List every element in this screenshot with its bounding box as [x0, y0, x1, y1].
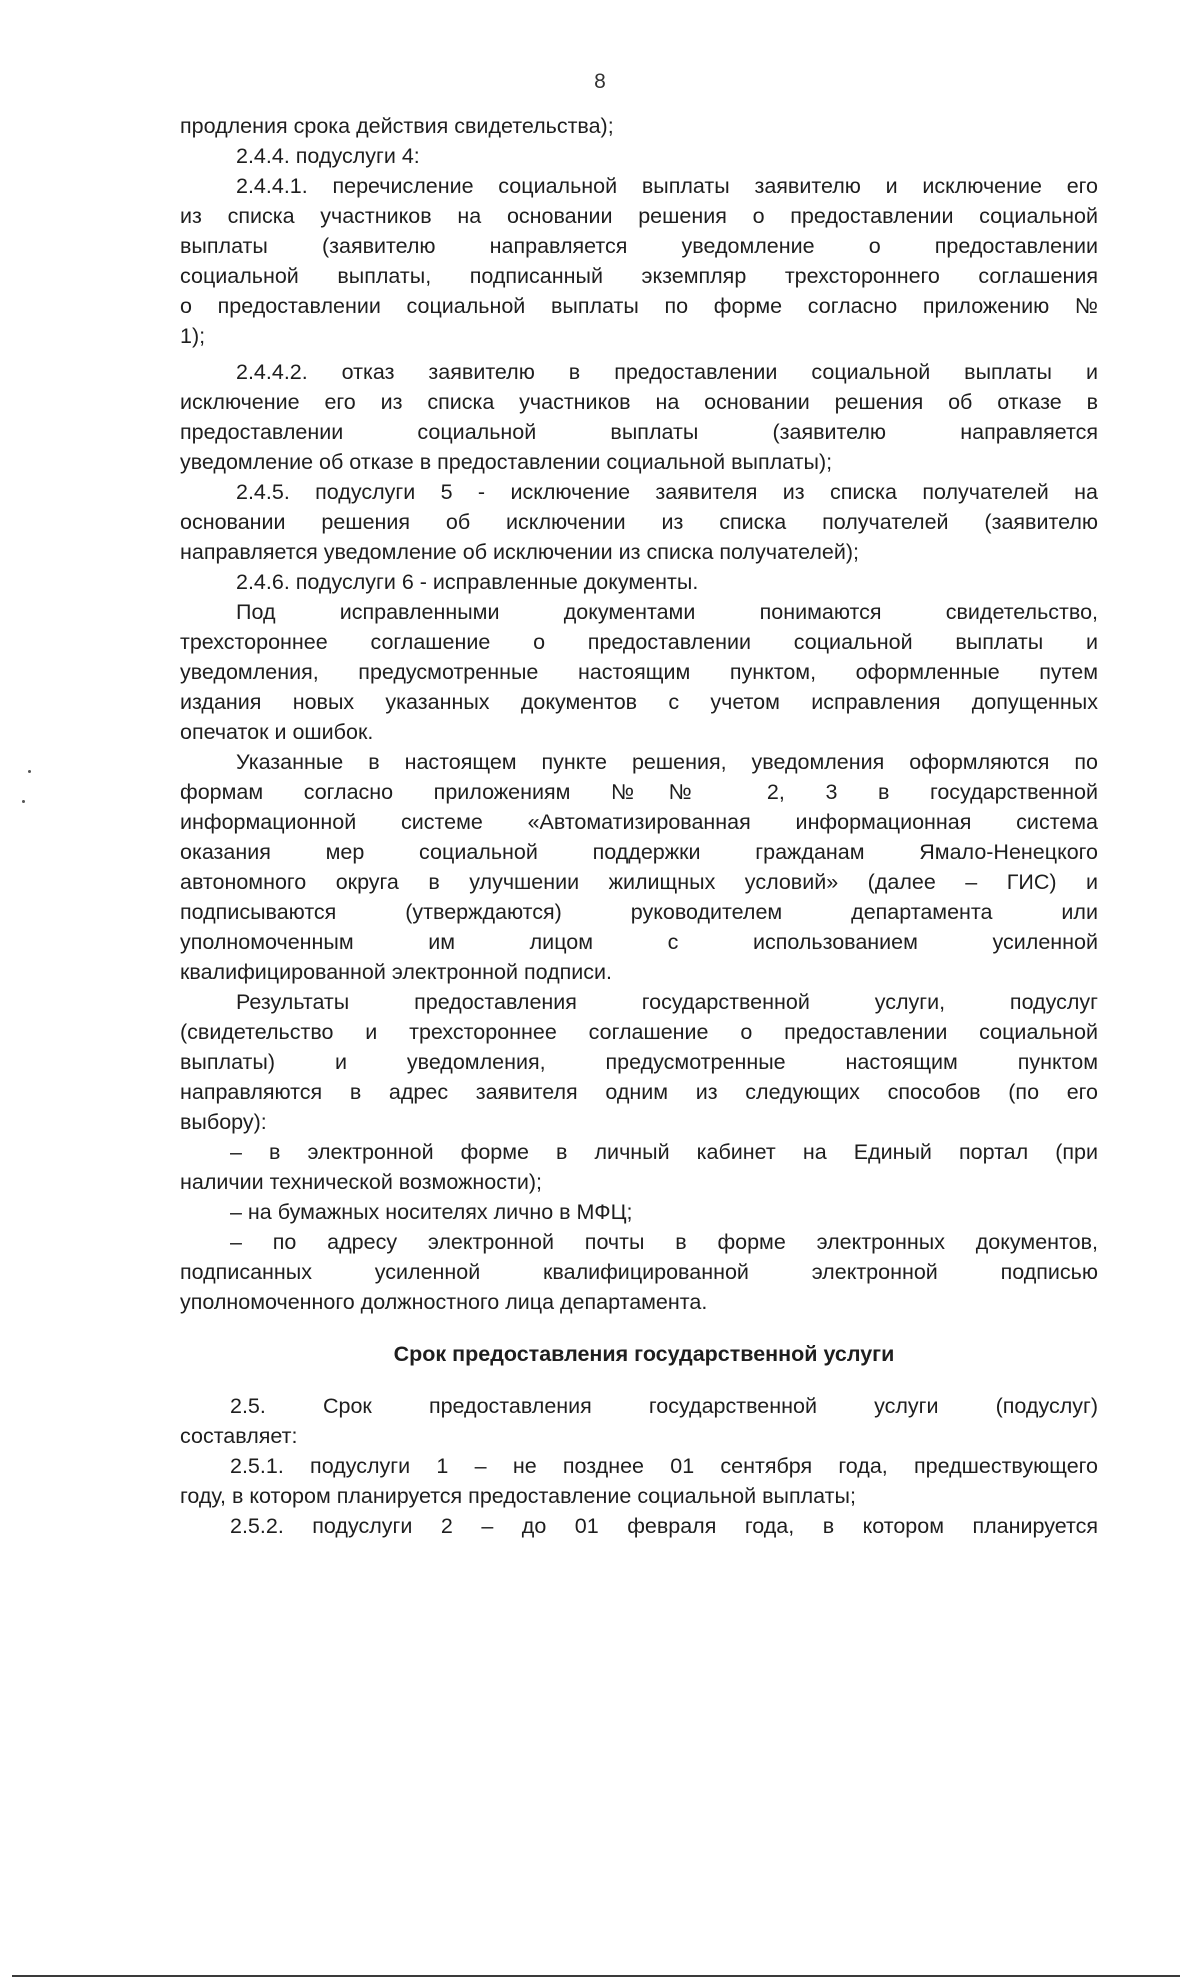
paragraph-block-main: [180, 111, 1098, 1317]
text-line: автономного округа в улучшении жилищных условий» (далее – ГИС) и: [180, 870, 1098, 894]
text-line: наличии технической возможности);: [180, 1170, 543, 1194]
text-line: социальной выплаты, подписанный экземпляр трехстороннего соглашения: [180, 264, 1098, 288]
text-line: Результаты предоставления государственной услуги, подуслуг: [236, 990, 1098, 1014]
text-line: выплаты (заявителю направляется уведомление о предоставлении: [180, 234, 1098, 258]
text-line: году, в котором планируется предоставление социальной выплаты;: [180, 1484, 856, 1508]
text-line: продления срока действия свидетельства);: [180, 114, 614, 138]
text-line: предоставлении социальной выплаты (заявителю направляется: [180, 420, 1098, 444]
text-line: 2.4.6. подуслуги 6 - исправленные документы.: [236, 570, 699, 594]
text-line: формам согласно приложениям №№ 2, 3 в государственной: [180, 780, 1098, 804]
text-line: 2.5. Срок предоставления государственной услуги (подуслуг): [230, 1394, 1098, 1418]
text-line: 2.5.2. подуслуги 2 – до 01 февраля года, в котором планируется: [230, 1514, 1098, 1538]
text-line: выплаты) и уведомления, предусмотренные настоящим пунктом: [180, 1050, 1098, 1074]
text-line: уведомления, предусмотренные настоящим пунктом, оформленные путем: [180, 660, 1098, 684]
text-line: 1);: [180, 324, 206, 348]
text-line: о предоставлении социальной выплаты по форме согласно приложению №: [180, 294, 1098, 318]
text-line: направляются в адрес заявителя одним из следующих способов (по его: [180, 1080, 1098, 1104]
section-heading: Срок предоставления государственной услуги: [393, 1342, 895, 1366]
text-line: 2.4.4. подуслуги 4:: [236, 144, 420, 168]
text-line: 2.4.4.1. перечисление социальной выплаты заявителю и исключение его: [236, 174, 1098, 198]
text-line: – в электронной форме в личный кабинет на Единый портал (при: [230, 1140, 1098, 1164]
text-line: оказания мер социальной поддержки гражданам Ямало-Ненецкого: [180, 840, 1098, 864]
text-line: Указанные в настоящем пункте решения, уведомления оформляются по: [236, 750, 1098, 774]
text-line: из списка участников на основании решения о предоставлении социальной: [180, 204, 1098, 228]
text-line: 2.4.5. подуслуги 5 - исключение заявителя из списка получателей на: [236, 480, 1098, 504]
text-line: квалифицированной электронной подписи.: [180, 960, 613, 984]
paragraph-block-term: [180, 1391, 1098, 1541]
scan-speck: [22, 800, 25, 803]
text-line: издания новых указанных документов с учетом исправления допущенных: [180, 690, 1098, 714]
text-line: направляется уведомление об исключении из списка получателей);: [180, 540, 860, 564]
text-line: подписываются (утверждаются) руководителем департамента или: [180, 900, 1098, 924]
body-text: [180, 111, 1098, 1541]
text-line: основании решения об исключении из списка получателей (заявителю: [180, 510, 1098, 534]
text-line: – на бумажных носителях лично в МФЦ;: [230, 1200, 633, 1224]
bottom-scan-line: [12, 1975, 1180, 1977]
text-line: выбору):: [180, 1110, 267, 1134]
text-line: составляет:: [180, 1424, 298, 1448]
text-line: – по адресу электронной почты в форме электронных документов,: [230, 1230, 1098, 1254]
text-line: уполномоченным им лицом с использованием усиленной: [180, 930, 1098, 954]
scan-speck: [28, 770, 31, 773]
text-line: подписанных усиленной квалифицированной электронной подписью: [180, 1260, 1098, 1284]
text-line: опечаток и ошибок.: [180, 720, 374, 744]
page-number: 8: [594, 70, 606, 93]
text-line: уполномоченного должностного лица департамента.: [180, 1290, 708, 1314]
text-line: 2.4.4.2. отказ заявителю в предоставлении социальной выплаты и: [236, 360, 1098, 384]
text-line: исключение его из списка участников на основании решения об отказе в: [180, 390, 1098, 414]
text-line: Под исправленными документами понимаются свидетельство,: [236, 600, 1098, 624]
text-line: информационной системе «Автоматизированная информационная система: [180, 810, 1098, 834]
text-line: (свидетельство и трехстороннее соглашение о предоставлении социальной: [180, 1020, 1098, 1044]
text-line: трехстороннее соглашение о предоставлении социальной выплаты и: [180, 630, 1098, 654]
text-line: уведомление об отказе в предоставлении социальной выплаты);: [180, 450, 833, 474]
text-line: 2.5.1. подуслуги 1 – не позднее 01 сентября года, предшествующего: [230, 1454, 1098, 1478]
